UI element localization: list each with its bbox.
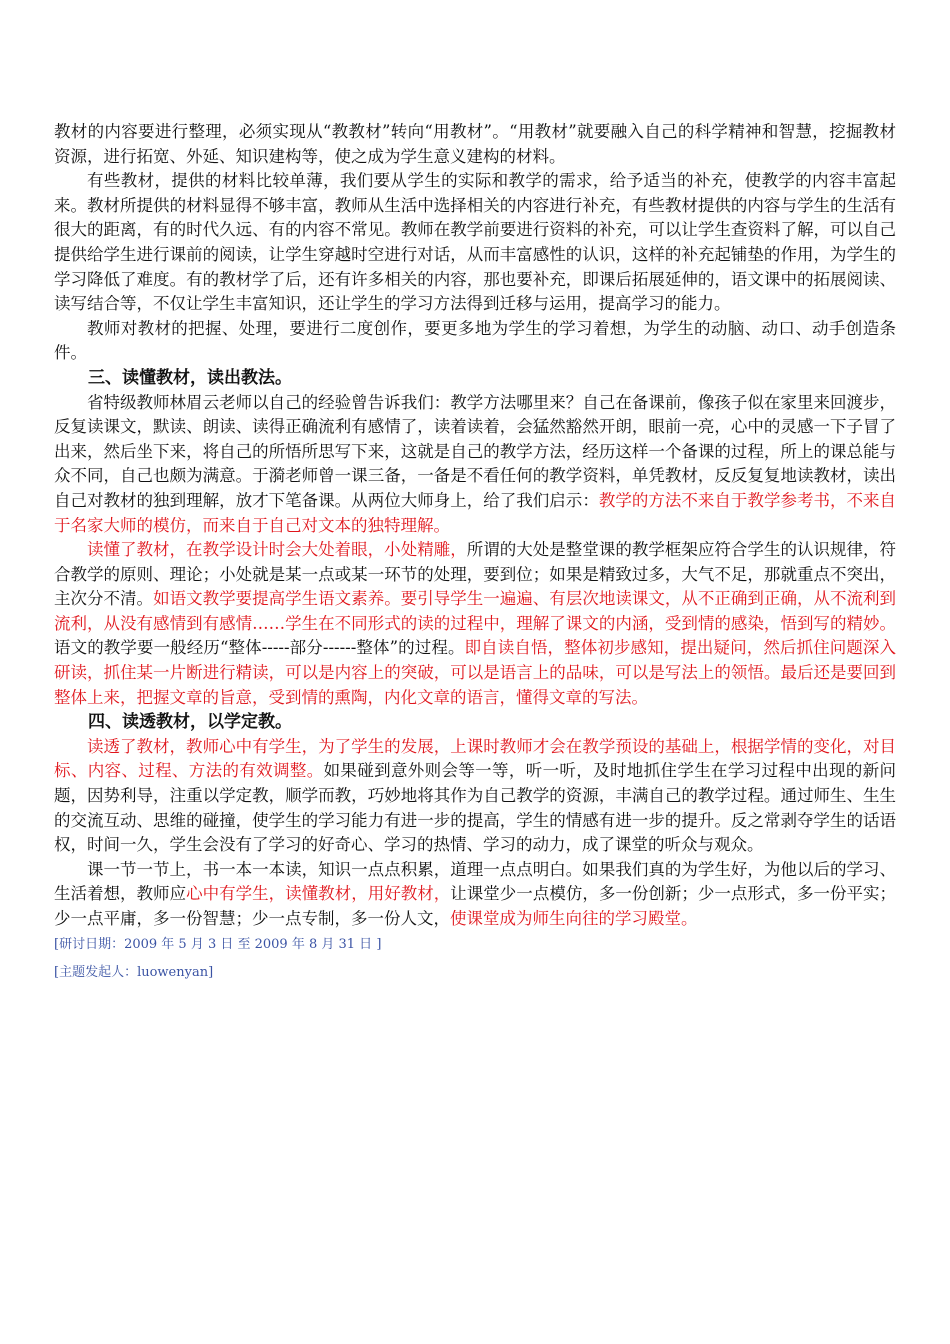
paragraph-4 <box>54 391 896 539</box>
document-page <box>54 120 896 982</box>
paragraph-7-text-2: 让课堂少一点模仿，多一份创新；少一点形式，多一份平实；少一点平庸，多一份智慧；少一点专制，多一份人文， <box>54 884 897 928</box>
paragraph-6 <box>54 735 896 858</box>
paragraph-5-highlight-1: 读懂了教材，在教学设计时会大处着眼，小处精雕， <box>87 540 467 560</box>
paragraph-6-highlight: 读透了教材，教师心中有学生，为了学生的发展，上课时教师才会在教学预设的基础上，根据学情的变化，对目标、内容、过程、方法的有效调整。 <box>54 736 896 781</box>
paragraph-4-text: 省特级教师林眉云老师以自己的经验曾告诉我们：教学方法哪里来？自己在备课前，像孩子似在家里来回渡步，反复读课文，默读、朗读、读得正确流利有感情了，读着读着，会猛然豁然开朗，眼前一亮，心中的灵感一下子冒了出来，然后坐下来，将自己的所悟所思写下来，这就是自己的教学方法，经历这样一个备课的过程，所上的课总能与众不同，自己也颇为满意。于漪老师曾一课三备，一备是不看任何的教学资料，单凭教材，反反复复地读教材，读出自己对教材的独到理解，放才下笔备课。从两位大师身上，给了我们启示： <box>54 392 896 510</box>
paragraph-5 <box>54 538 896 710</box>
paragraph-2: 有些教材，提供的材料比较单薄，我们要从学生的实际和教学的需求，给予适当的补充，使教学的内容丰富起来。教材所提供的材料显得不够丰富，教师从生活中选择相关的内容进行补充，有些教材提供的内容与学生的生活有很大的距离，有的时代久远、有的内容不常见。教师在教学前要进行资料的补充，可以让学生查资料了解，可以自己提供给学生进行课前的阅读，让学生穿越时空进行对话，从而丰富感性的认识，这样的补充起铺垫的作用，为学生的学习降低了难度。有的教材学了后，还有许多相关的内容，那也要补充，即课后拓展延伸的，语文课中的拓展阅读、读写结合等，不仅让学生丰富知识，还让学生的学习方法得到迁移与运用，提高学习的能力。 <box>54 171 896 314</box>
section-heading-3: 三、读懂教材，读出教法。 <box>88 367 292 388</box>
paragraph-4-highlight: 教学的方法不来自于教学参考书，不来自于名家大师的模仿，而来自于自己对文本的独特理解。 <box>54 490 897 535</box>
paragraph-5-highlight-2: 如语文教学要提高学生语文素养。要引导学生一遍遍、有层次地读课文，从不正确到正确，从不流利到流利，从没有感情到有感情……学生在不同形式的读的过程中，理解了课文的内涵，受到情的感染，悟到写的精妙。 <box>54 589 897 633</box>
paragraph-7 <box>54 858 896 932</box>
paragraph-7-highlight-1: 心中有学生，读懂教材，用好教材， <box>186 884 451 904</box>
discussion-date: [研讨日期：2009 年 5 月 3 日 至 2009 年 8 月 31 日 ] <box>54 936 382 952</box>
paragraph-5-text-2: 语文的教学要一般经历“整体-----部分------整体”的过程。 <box>54 638 465 658</box>
paragraph-6-text: 如果碰到意外则会等一等，听一听，及时地抓住学生在学习过程中出现的新问题，因势利导，注重以学定教，顺学而教，巧妙地将其作为自己教学的资源，丰满自己的教学过程。通过师生、生生的交流互动、思维的碰撞，使学生的学习能力有进一步的提高，学生的情感有进一步的提升。反之常剥夺学生的话语权，时间一久，学生会没有了学习的好奇心、学习的热情、学习的动力，成了课堂的听众与观众。 <box>54 761 897 855</box>
paragraph-5-text-1: 所谓的大处是整堂课的教学框架应符合学生的认识规律，符合教学的原则、理论；小处就是某一点或某一环节的处理，要到位；如果是精致过多，大气不足，那就重点不突出，主次分不清。 <box>54 540 897 609</box>
topic-initiator: [主题发起人：luowenyan] <box>54 964 214 980</box>
paragraph-1: 教材的内容要进行整理，必须实现从“教教材”转向“用教材”。“用教材”就要融入自己的科学精神和智慧，挖掘教材资源，进行拓宽、外延、知识建构等，使之成为学生意义建构的材料。 <box>54 122 896 166</box>
paragraph-7-text-1: 课一节一节上，书一本一本读，知识一点点积累，道理一点点明白。如果我们真的为学生好，为他以后的学习、生活着想，教师应 <box>54 859 896 904</box>
paragraph-3: 教师对教材的把握、处理，要进行二度创作，要更多地为学生的学习着想，为学生的动脑、动口、动手创造条件。 <box>54 318 896 363</box>
section-heading-4: 四、读透教材，以学定教。 <box>88 712 292 733</box>
paragraph-5-highlight-3: 即自读自悟，整体初步感知，提出疑问，然后抓住问题深入研读，抓住某一片断进行精读，可以是内容上的突破，可以是语言上的品味，可以是写法上的领悟。最后还是要回到整体上来，把握文章的旨意，受到情的熏陶，内化文章的语言，懂得文章的写法。 <box>54 638 897 707</box>
paragraph-7-highlight-2: 使课堂成为师生向往的学习殿堂。 <box>450 909 698 928</box>
